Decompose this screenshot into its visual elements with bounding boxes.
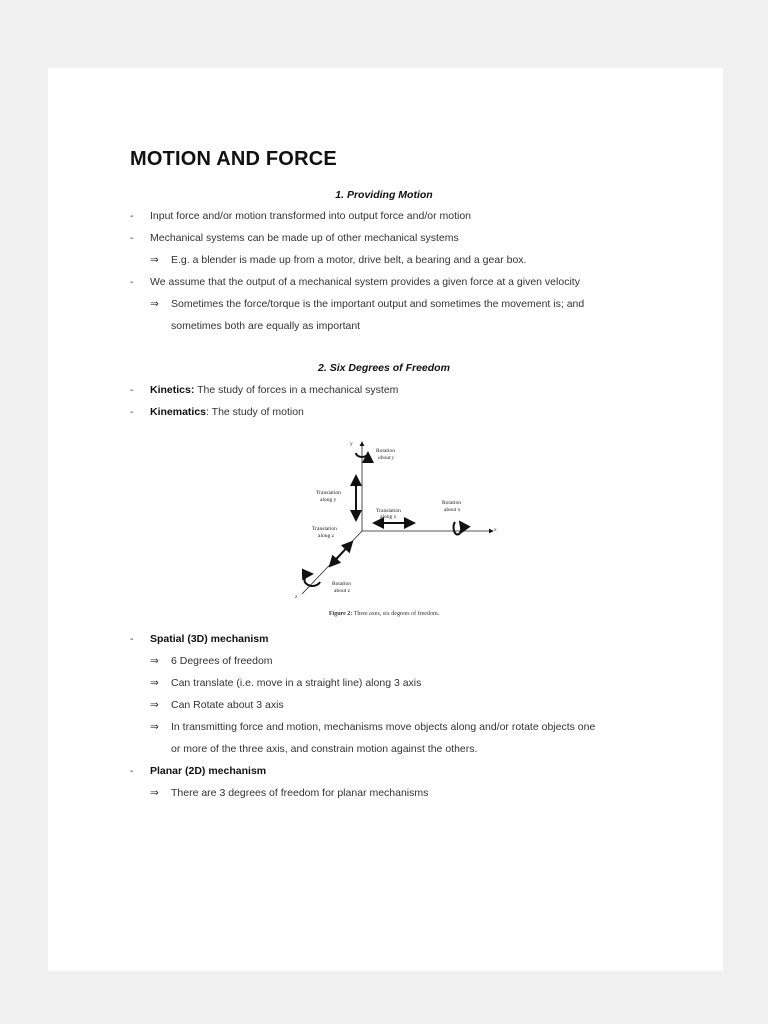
rotation-x-arrow-icon <box>454 522 462 534</box>
implies-arrow-icon: ⇒ <box>150 787 159 799</box>
bullet-dash: - <box>130 633 134 645</box>
translation-y-label: along y <box>320 497 337 503</box>
implies-arrow-icon: ⇒ <box>150 721 159 733</box>
sub-item-continued: or more of the three axis, and constrain motion against the others. <box>171 743 478 755</box>
bullet-dash: - <box>130 210 134 222</box>
rotation-x-label: Rotation <box>442 500 461 506</box>
section-heading-six-dof: 2. Six Degrees of Freedom <box>318 362 450 374</box>
sub-item: 6 Degrees of freedom <box>171 655 273 667</box>
implies-arrow-icon: ⇒ <box>150 677 159 689</box>
rotation-z-label: Rotation <box>332 581 351 587</box>
implies-arrow-icon: ⇒ <box>150 699 159 711</box>
six-dof-figure <box>290 434 510 616</box>
sub-item: Sometimes the force/torque is the important output and sometimes the movement is; and <box>171 298 585 310</box>
y-axis-label: y <box>350 441 353 447</box>
translation-z-arrow-icon <box>330 542 352 566</box>
list-item: Input force and/or motion transformed into output force and/or motion <box>150 210 472 222</box>
figure-caption <box>0 611 768 617</box>
sub-item: Can translate (i.e. move in a straight line) along 3 axis <box>171 677 422 689</box>
sub-item: E.g. a blender is made up from a motor, drive belt, a bearing and a gear box. <box>171 254 527 266</box>
term-kinematics: Kinematics <box>150 406 207 418</box>
implies-arrow-icon: ⇒ <box>150 298 159 310</box>
bullet-dash: - <box>130 406 134 418</box>
section-heading-providing-motion: 1. Providing Motion <box>335 189 433 201</box>
sub-item: In transmitting force and motion, mechanisms move objects along and/or rotate objects one <box>171 721 596 733</box>
rotation-z-label: about z <box>334 588 351 594</box>
figure-caption-label: Figure 2: <box>328 611 353 617</box>
bullet-dash: - <box>130 232 134 244</box>
implies-arrow-icon: ⇒ <box>150 655 159 667</box>
translation-y-label: Translation <box>316 490 341 496</box>
sub-item: There are 3 degrees of freedom for planar mechanisms <box>171 787 429 799</box>
implies-arrow-icon: ⇒ <box>150 254 159 266</box>
list-item: Mechanical systems can be made up of other mechanical systems <box>150 232 459 244</box>
rotation-z-arrow-icon <box>304 574 320 586</box>
rotation-y-label: about y <box>378 455 395 461</box>
translation-x-label: along x <box>380 514 397 520</box>
rotation-x-label: about x <box>444 507 461 513</box>
list-item-kinetics <box>150 384 398 396</box>
definition-kinetics: The study of forces in a mechanical system <box>194 384 399 396</box>
definition-kinematics: : The study of motion <box>206 406 304 418</box>
translation-z-label: along z <box>318 533 335 539</box>
translation-z-label: Translation <box>312 526 337 532</box>
list-item-kinematics <box>150 406 304 418</box>
bullet-dash: - <box>130 276 134 288</box>
x-axis-label: x <box>494 527 497 533</box>
bullet-dash: - <box>130 384 134 396</box>
bullet-dash: - <box>130 765 134 777</box>
figure-caption-text: Three axes, six degrees of freedom. <box>352 611 440 617</box>
sub-item-continued: sometimes both are equally as important <box>171 320 361 332</box>
page-title: MOTION AND FORCE <box>130 148 337 170</box>
list-item: We assume that the output of a mechanical system provides a given force at a given velocity <box>150 276 580 288</box>
sub-item: Can Rotate about 3 axis <box>171 699 284 711</box>
term-kinetics: Kinetics: <box>150 384 195 396</box>
spatial-mechanism-title: Spatial (3D) mechanism <box>150 633 269 645</box>
translation-x-label: Translation <box>376 508 401 514</box>
planar-mechanism-title: Planar (2D) mechanism <box>150 765 267 777</box>
z-axis-label: z <box>295 594 298 600</box>
rotation-y-label: Rotation <box>376 448 395 454</box>
